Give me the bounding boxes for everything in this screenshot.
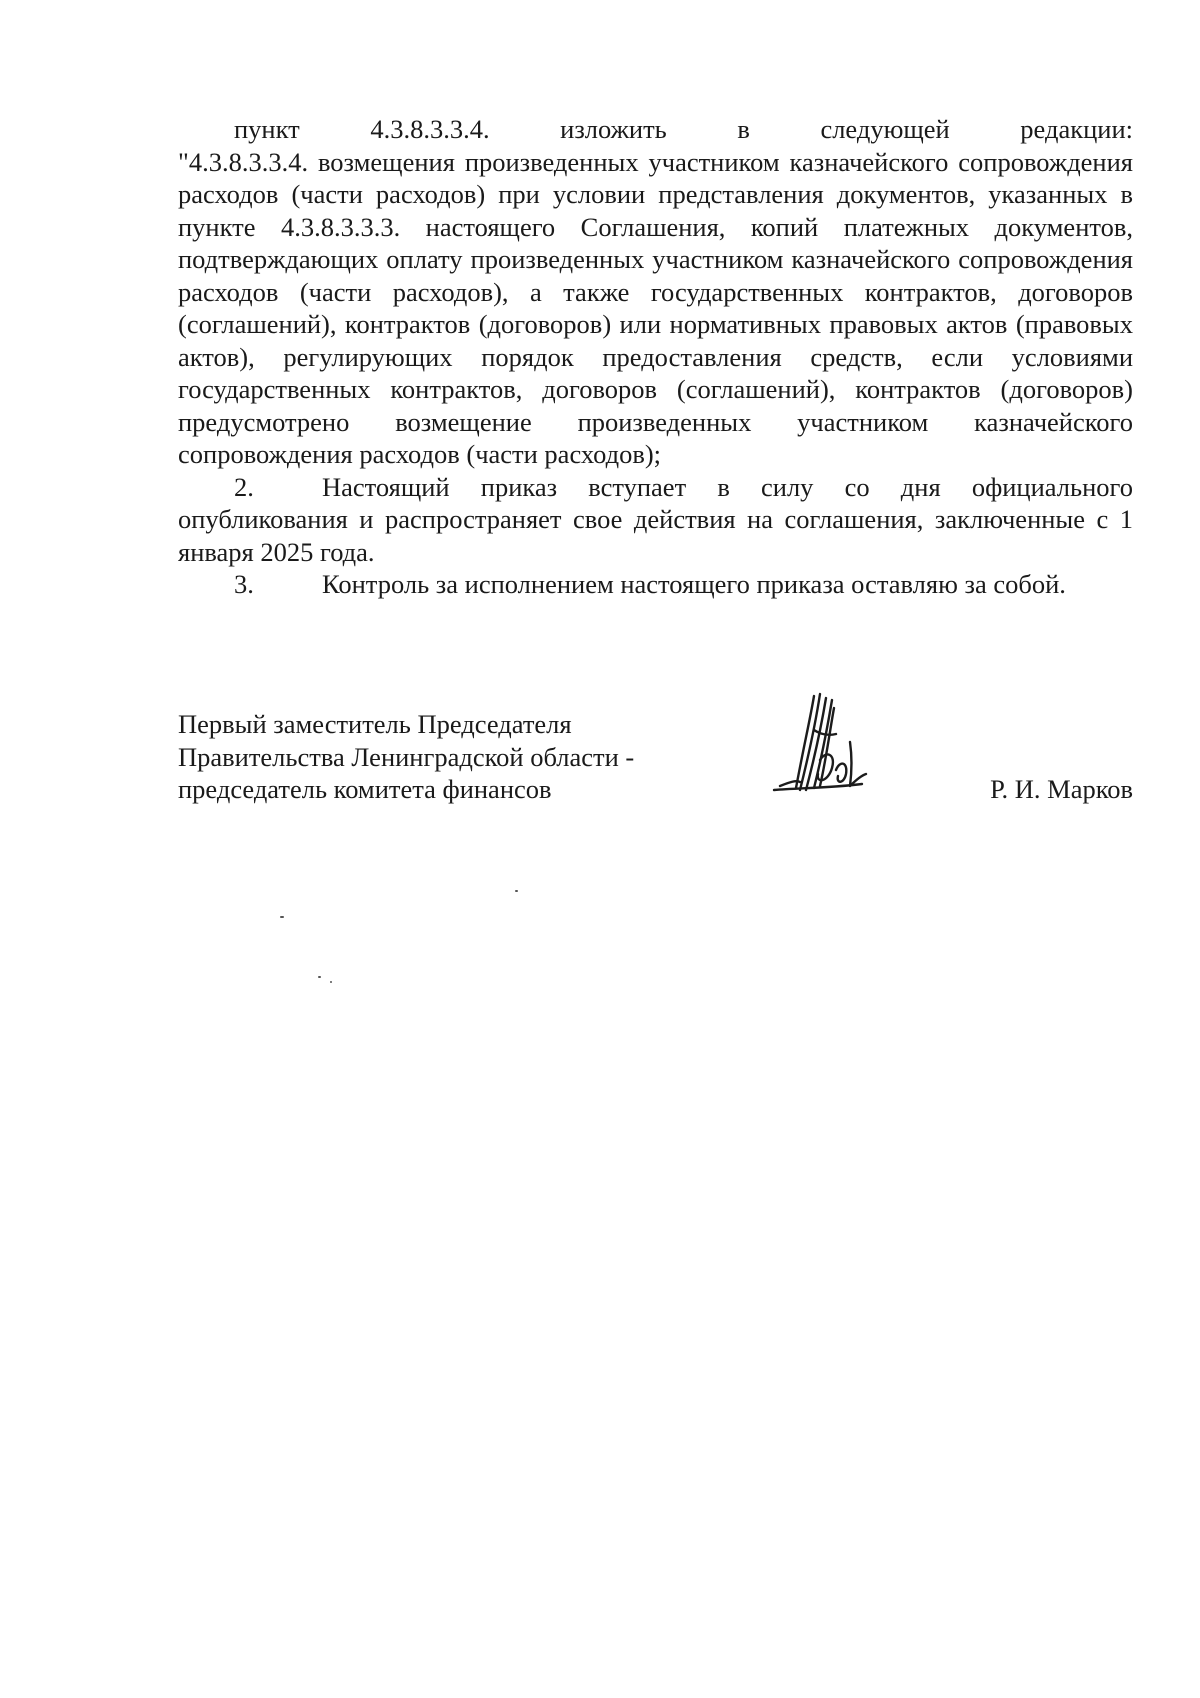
word: 4.3.8.3.3.4. xyxy=(370,114,490,144)
position-line: Правительства Ленинградской области - xyxy=(178,741,635,772)
signatory-position xyxy=(178,708,738,806)
scan-speck xyxy=(515,890,518,892)
handwritten-signature xyxy=(770,690,880,800)
paragraph-first-line xyxy=(178,113,1133,146)
item-text: Контроль за исполнением настоящего приказа оставляю за собой. xyxy=(322,569,1066,599)
item-number: 3. xyxy=(234,569,254,599)
scan-speck xyxy=(280,916,284,918)
word: пункт xyxy=(234,114,300,144)
word: в xyxy=(737,114,750,144)
scan-speck xyxy=(318,976,321,978)
word: следующей xyxy=(820,114,950,144)
position-line: председатель комитета финансов xyxy=(178,774,552,804)
numbered-item-2 xyxy=(178,471,1133,569)
document-body xyxy=(178,113,1133,601)
position-line: Первый заместитель Председателя xyxy=(178,709,572,739)
signatory-name: Р. И. Марков xyxy=(990,774,1133,804)
item-number: 2. xyxy=(234,471,254,502)
numbered-item-3 xyxy=(178,568,1133,601)
word: редакции: xyxy=(1020,114,1133,144)
item-text: Настоящий приказ вступает в силу со дня официального опубликования и распространяет свое действия на соглашения, заключенные с 1 января 2025 года. xyxy=(178,471,1133,567)
word: изложить xyxy=(560,114,667,144)
paragraph-amendment-text: "4.3.8.3.3.4. возмещения произведенных участником казначейского сопровождения расходов (части расходов) при условии представления документов, указанных в пункте 4.3.8.3.3.3. настоящего Соглашения, копий платежных документов, подтверждающих оплату произведенных участником казначейского сопровождения расходов (части расходов), а также государственных контрактов, договоров (соглашений), контрактов (договоров) или нормативных правовых актов (правовых актов), регулирующих порядок предоставления средств, если условиями государственных контрактов, договоров (соглашений), контрактов (договоров) предусмотрено возмещение произведенных участником казначейского сопровождения расходов (части расходов); xyxy=(178,146,1133,469)
scan-speck xyxy=(330,981,332,983)
